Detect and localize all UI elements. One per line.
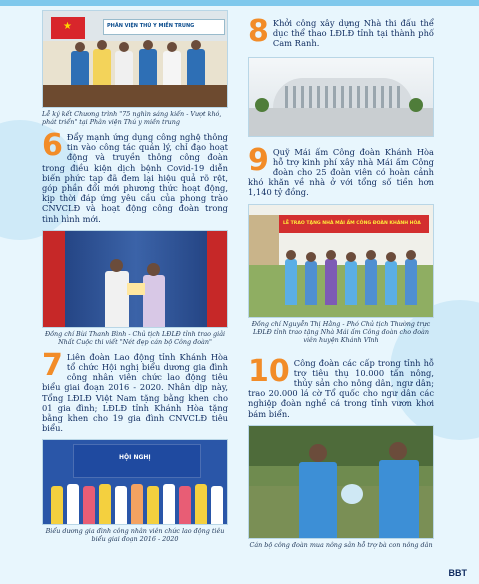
left-column	[42, 10, 228, 549]
photo-caption: Đồng chí Nguyễn Thị Hằng - Phó Chủ tịch Thường trực LĐLĐ tỉnh trao tặng Nhà Mái ấm Công đoàn cho đoàn viên huyện Khánh Vĩnh	[251, 319, 431, 344]
item-text: Công đoàn các cấp trong tỉnh hỗ trợ tiêu thụ 10.000 tấn nông, thủy sản cho nông dân, ngư dân; trao 20.000 lá cờ Tổ quốc cho ngư dân các nghiệp đoàn nghề cá trong tỉnh vươn khơi bám biển.	[248, 357, 434, 419]
item-text: Quỹ Mái ấm Công đoàn Khánh Hòa hỗ trợ kinh phí xây nhà Mái ấm Công đoàn cho 25 đoàn viên có hoàn cảnh khó khăn về nhà ở với tổng số tiền hơn 1,140 tỷ đồng.	[248, 146, 434, 198]
item-6	[42, 128, 228, 224]
photo-house-handover	[248, 204, 434, 318]
item-10	[248, 353, 434, 419]
photo-produce-purchase	[248, 425, 434, 539]
item-number: 9	[248, 142, 269, 178]
item-number: 8	[248, 14, 269, 49]
item-8	[248, 14, 434, 49]
item-9	[248, 142, 434, 198]
photo-families-ceremony	[42, 439, 228, 525]
photo-caption: Cán bộ công đoàn mua nông sản hỗ trợ bà con nông dân	[249, 540, 433, 549]
flag-icon: ★	[51, 17, 85, 39]
item-number: 10	[248, 353, 290, 389]
table	[43, 85, 228, 107]
item-text: Liên đoàn Lao động tỉnh Khánh Hòa tổ chức Hội nghị biểu dương gia đình công nhân viên chức lao động tiêu biểu giai đoạn 2016 - 2020. Nhân dịp này, Tổng LĐLĐ Việt Nam tặng bằng khen cho 01 gia đình; LĐLĐ tỉnh Khánh Hòa tặng bằng khen cho 19 gia đình CNVCLĐ tiêu biểu.	[42, 351, 228, 434]
banner-text: HỘI NGHỊ	[119, 454, 151, 462]
photo-caption: Lễ ký kết Chương trình "75 nghìn sáng kiến - Vượt khó, phát triển" tại Phân viện Thú y miền trung	[42, 110, 222, 126]
banner-text: LỄ TRAO TẶNG NHÀ MÁI ẤM CÔNG ĐOÀN KHÁNH HÒA	[283, 220, 421, 226]
banner-text: PHÂN VIỆN THÚ Y MIỀN TRUNG	[107, 23, 195, 29]
photo-caption: Biểu dương gia đình công nhân viên chức lao động tiêu biểu giai đoạn 2016 - 2020	[45, 527, 225, 544]
item-number: 6	[42, 128, 63, 163]
photo-caption: Đồng chí Bùi Thanh Bình - Chủ tịch LĐLĐ tỉnh trao giải Nhất Cuộc thi viết "Nét đẹp cán bộ Công đoàn"	[44, 329, 226, 346]
item-number: 7	[42, 347, 63, 383]
item-text: Khởi công xây dựng Nhà thi đấu thể dục thể thao LĐLĐ tỉnh tại thành phố Cam Ranh.	[272, 18, 434, 49]
item-7	[42, 347, 228, 434]
photo-sports-hall-render	[248, 57, 434, 137]
top-bar	[0, 0, 479, 6]
right-column	[248, 10, 434, 555]
photo-award	[42, 230, 228, 328]
item-text: Đẩy mạnh ứng dụng công nghệ thông tin vào công tác quản lý, chỉ đạo hoạt động và truyền thông công đoàn trong điều kiện dịch bệnh Covid-19 diễn biến phức tạp đã đem lại hiệu quả rõ rệt, góp phần đổi mới phương thức hoạt động, kịp thời đáp ứng yêu cầu của phong trào CNVCLĐ và hoạt động công đoàn trong tình hình mới.	[42, 132, 228, 224]
footer-signature: BBT	[448, 568, 467, 578]
photo-signing-ceremony	[42, 10, 228, 108]
